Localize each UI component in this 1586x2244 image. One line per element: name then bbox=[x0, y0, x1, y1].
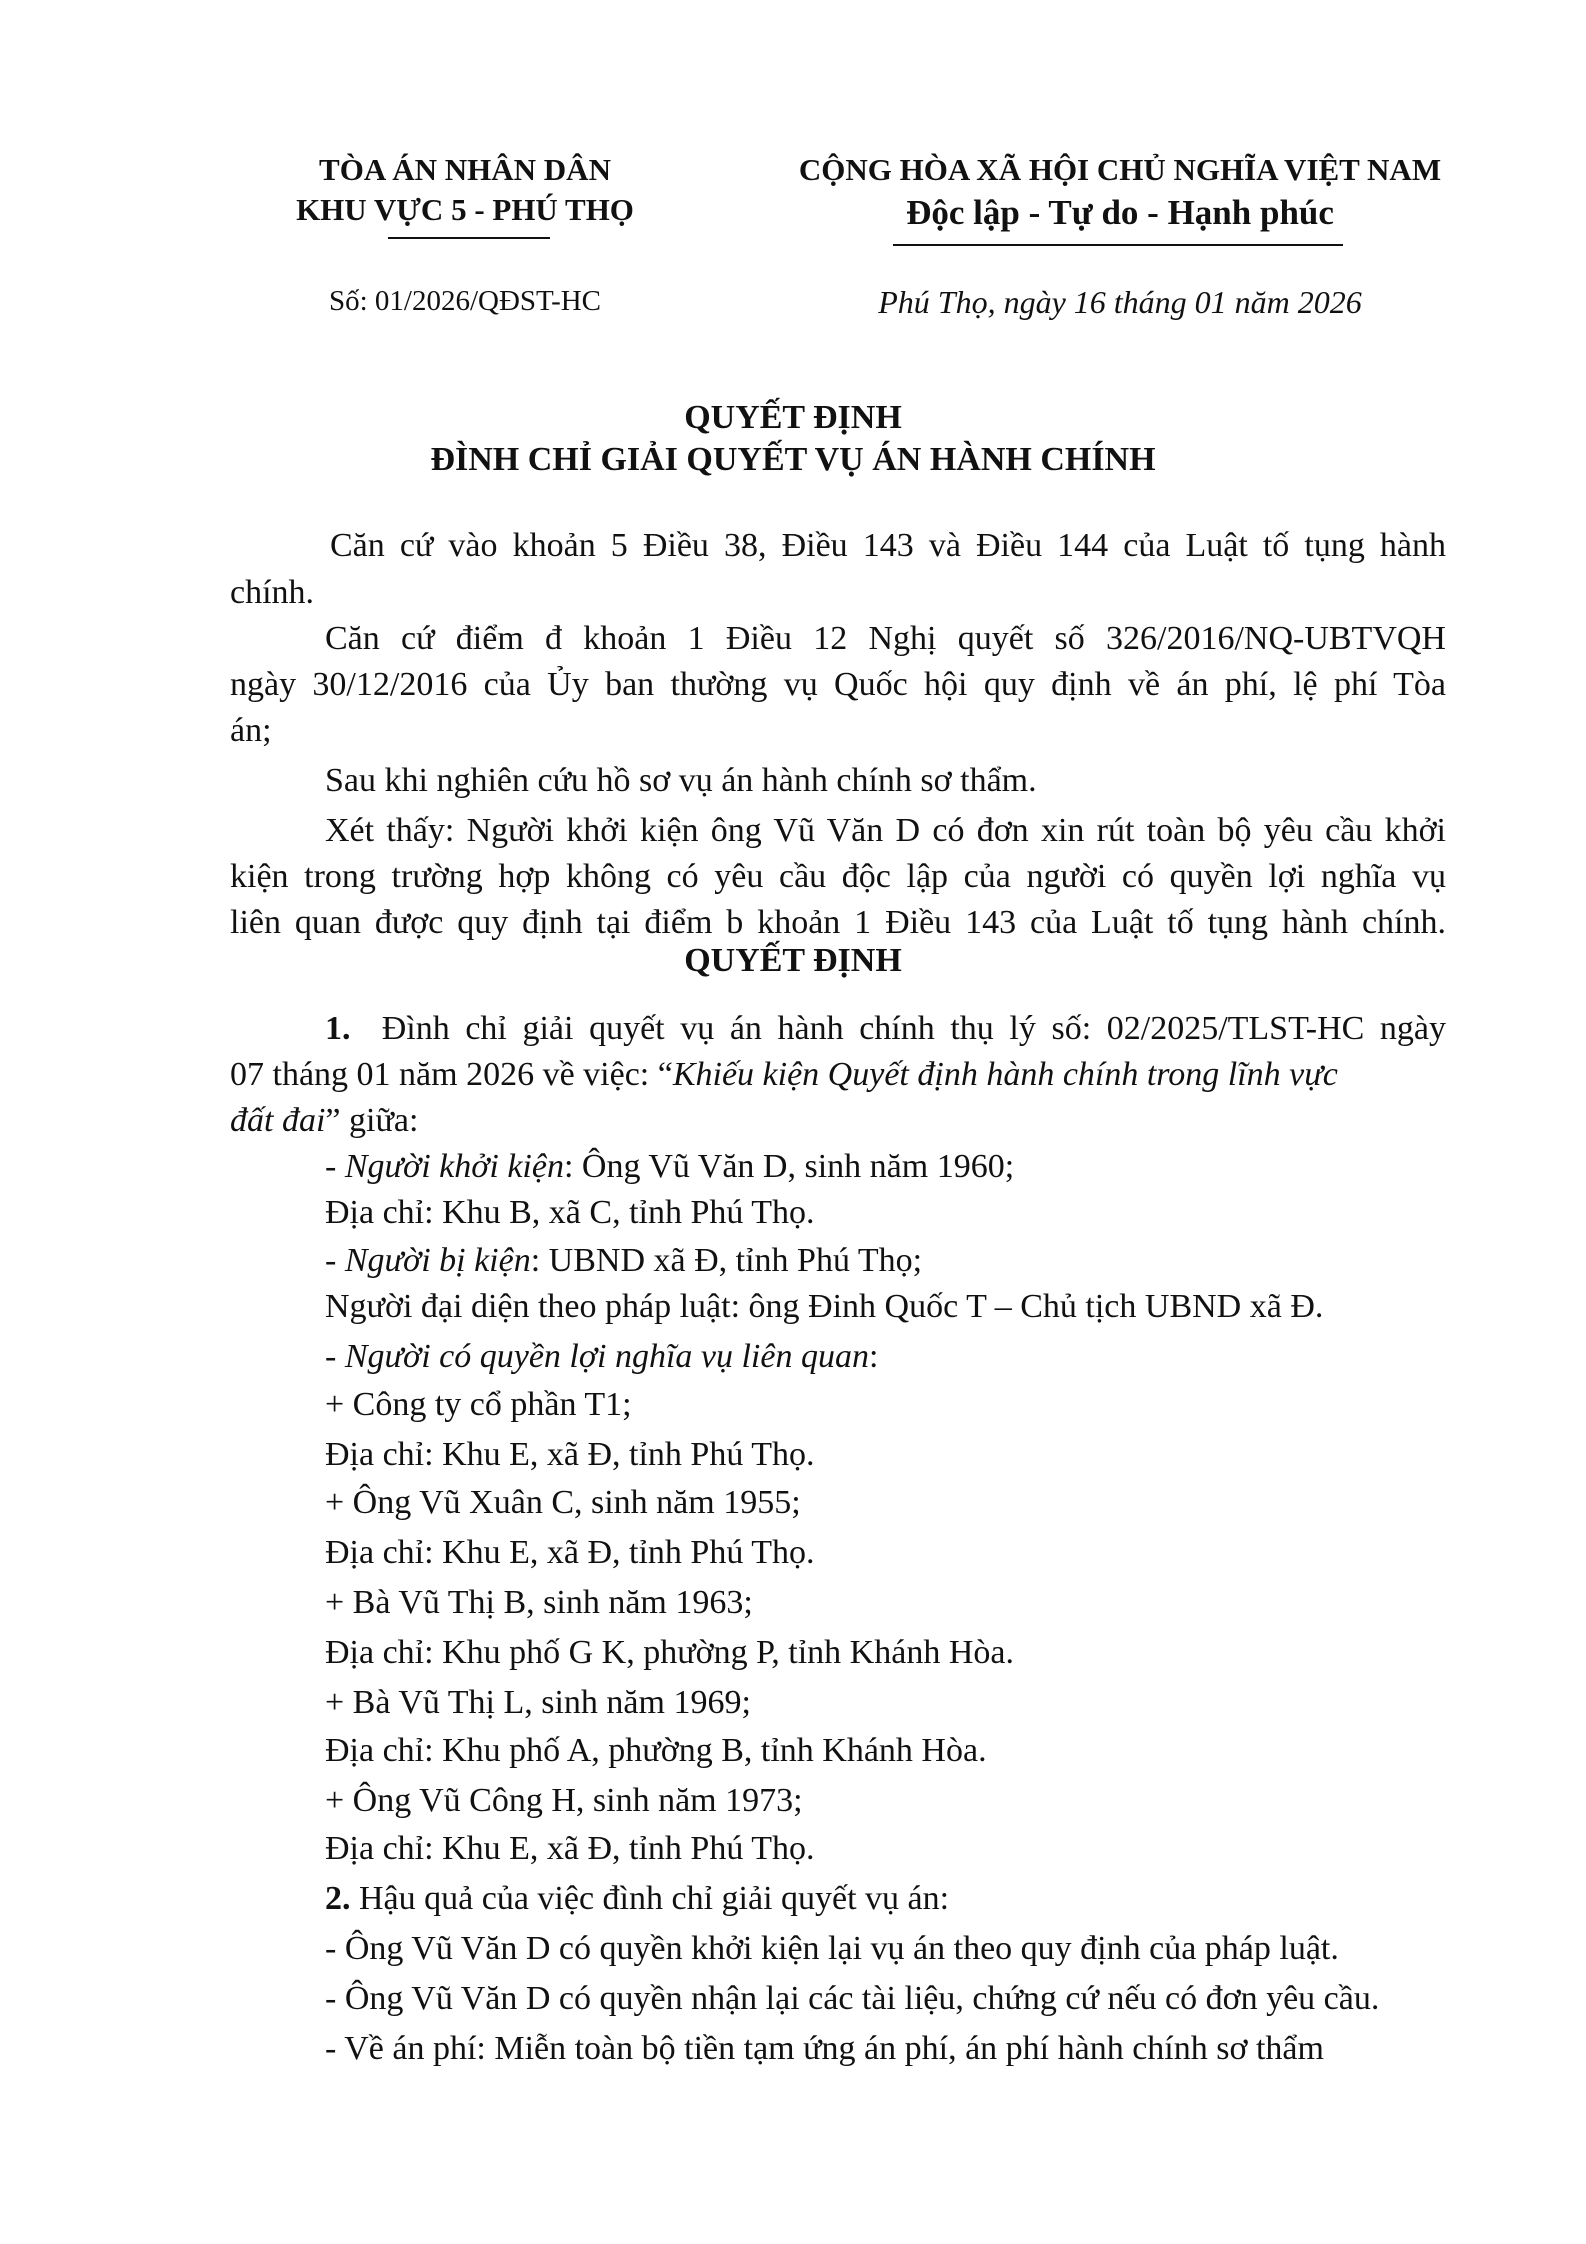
item1-case-subject: Khiếu kiện Quyết định hành chính trong lĩnh vực bbox=[672, 1056, 1338, 1093]
preamble-p2-line3: án; bbox=[230, 712, 272, 749]
plaintiff-line bbox=[325, 1144, 1014, 1190]
motto-underline bbox=[893, 244, 1343, 246]
related-party-address: Địa chỉ: Khu phố A, phường B, tỉnh Khánh Hòa. bbox=[325, 1732, 987, 1769]
item2-text: Hậu quả của việc đình chỉ giải quyết vụ án: bbox=[359, 1880, 950, 1917]
item2-line bbox=[325, 1876, 949, 1922]
decision-heading: QUYẾT ĐỊNH bbox=[684, 942, 902, 979]
related-party-name: + Công ty cổ phần T1; bbox=[325, 1386, 632, 1423]
related-party-name: + Ông Vũ Công H, sinh năm 1973; bbox=[325, 1782, 803, 1819]
related-party-address: Địa chỉ: Khu E, xã Đ, tỉnh Phú Thọ. bbox=[325, 1436, 815, 1473]
national-motto: Độc lập - Tự do - Hạnh phúc bbox=[906, 193, 1334, 232]
preamble-p4-line1: Xét thấy: Người khởi kiện ông Vũ Văn D có đơn xin rút toàn bộ yêu cầu khởi bbox=[325, 812, 1446, 849]
preamble-p1-line1: Căn cứ vào khoản 5 Điều 38, Điều 143 và Điều 144 của Luật tố tụng hành bbox=[330, 527, 1446, 564]
court-name-line2: KHU VỰC 5 - PHÚ THỌ bbox=[296, 192, 634, 227]
preamble-p4-line2: kiện trong trường hợp không có yêu cầu độc lập của người có quyền lợi nghĩa vụ bbox=[230, 858, 1446, 895]
document-number: Số: 01/2026/QĐST-HC bbox=[328, 285, 602, 317]
item1-text: Đình chỉ giải quyết vụ án hành chính thụ lý số: 02/2025/TLST-HC ngày bbox=[381, 1010, 1446, 1047]
court-name-line1: TÒA ÁN NHÂN DÂN bbox=[319, 152, 611, 187]
preamble-p1-line2: chính. bbox=[230, 574, 315, 611]
document-subtitle: ĐÌNH CHỈ GIẢI QUYẾT VỤ ÁN HÀNH CHÍNH bbox=[430, 441, 1156, 478]
item2-number: 2. bbox=[325, 1880, 351, 1917]
related-parties-label: - Người có quyền lợi nghĩa vụ liên quan bbox=[325, 1338, 869, 1375]
preamble-p2-line2: ngày 30/12/2016 của Ủy ban thường vụ Quốc hội quy định về án phí, lệ phí Tòa bbox=[230, 666, 1446, 703]
item1-line1 bbox=[325, 1006, 1446, 1052]
related-party-name: + Ông Vũ Xuân C, sinh năm 1955; bbox=[325, 1484, 801, 1521]
republic-name: CỘNG HÒA XÃ HỘI CHỦ NGHĨA VIỆT NAM bbox=[798, 152, 1442, 187]
item2-consequence-1: - Ông Vũ Văn D có quyền khởi kiện lại vụ án theo quy định của pháp luật. bbox=[325, 1930, 1339, 1967]
defendant-value: : UBND xã Đ, tỉnh Phú Thọ; bbox=[530, 1242, 923, 1279]
preamble-p2-line1: Căn cứ điểm đ khoản 1 Điều 12 Nghị quyết số 326/2016/NQ-UBTVQH bbox=[325, 620, 1446, 657]
item1-number: 1. bbox=[325, 1010, 351, 1047]
document-title: QUYẾT ĐỊNH bbox=[684, 399, 902, 436]
related-party-address: Địa chỉ: Khu E, xã Đ, tỉnh Phú Thọ. bbox=[325, 1534, 815, 1571]
defendant-representative: Người đại diện theo pháp luật: ông Đinh Quốc T – Chủ tịch UBND xã Đ. bbox=[325, 1288, 1324, 1325]
related-party-name: + Bà Vũ Thị L, sinh năm 1969; bbox=[325, 1684, 751, 1721]
plaintiff-address: Địa chỉ: Khu B, xã C, tỉnh Phú Thọ. bbox=[325, 1194, 815, 1231]
plaintiff-value: : Ông Vũ Văn D, sinh năm 1960; bbox=[563, 1148, 1015, 1185]
related-parties-line: - Người có quyền lợi nghĩa vụ liên quan: bbox=[325, 1338, 879, 1375]
item1-line3 bbox=[230, 1098, 418, 1144]
related-party-address: Địa chỉ: Khu phố G K, phường P, tỉnh Khánh Hòa. bbox=[325, 1634, 1014, 1671]
place-date: Phú Thọ, ngày 16 tháng 01 năm 2026 bbox=[878, 284, 1362, 320]
court-name bbox=[255, 150, 675, 230]
item2-consequence-2: - Ông Vũ Văn D có quyền nhận lại các tài liệu, chứng cứ nếu có đơn yêu cầu. bbox=[325, 1980, 1380, 2017]
defendant-label: - Người bị kiện bbox=[325, 1242, 531, 1279]
defendant-line bbox=[325, 1238, 922, 1284]
item1-line2 bbox=[230, 1052, 1338, 1098]
item1-line3-b: ” giữa: bbox=[325, 1102, 419, 1139]
court-underline bbox=[388, 237, 550, 239]
item1-case-subject-end: đất đai bbox=[230, 1102, 326, 1139]
item2-consequence-3: - Về án phí: Miễn toàn bộ tiền tạm ứng án phí, án phí hành chính sơ thẩm bbox=[325, 2030, 1324, 2067]
preamble-p3: Sau khi nghiên cứu hồ sơ vụ án hành chính sơ thẩm. bbox=[325, 762, 1037, 799]
national-title bbox=[770, 150, 1470, 236]
related-party-name: + Bà Vũ Thị B, sinh năm 1963; bbox=[325, 1584, 753, 1621]
related-party-address: Địa chỉ: Khu E, xã Đ, tỉnh Phú Thọ. bbox=[325, 1830, 815, 1867]
preamble-p4-line3: liên quan được quy định tại điểm b khoản 1 Điều 143 của Luật tố tụng hành chính. bbox=[230, 904, 1446, 941]
item1-line2-a: 07 tháng 01 năm 2026 về việc: “ bbox=[230, 1056, 673, 1093]
plaintiff-label: - Người khởi kiện bbox=[325, 1148, 564, 1185]
